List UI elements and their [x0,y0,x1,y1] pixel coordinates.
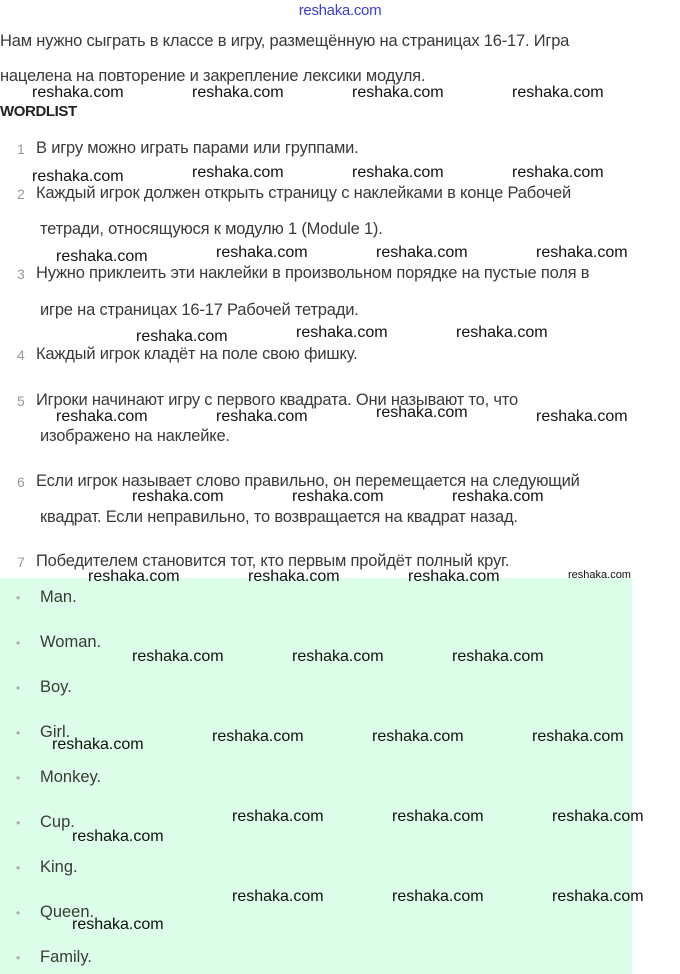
step-text: Если игрок называет слово правильно, он перемещается на следующий [36,472,580,490]
watermark[interactable]: reshaka.com [552,888,644,905]
step-number: 7 [17,554,25,570]
watermark[interactable]: reshaka.com [568,569,631,581]
watermark[interactable]: reshaka.com [536,244,628,261]
bullet-icon: • [16,636,21,650]
watermark[interactable]: reshaka.com [296,324,388,341]
step-number: 2 [17,186,25,202]
watermark[interactable]: reshaka.com [52,736,144,753]
word-item: Monkey. [40,768,102,786]
watermark[interactable]: reshaka.com [452,648,544,665]
watermark[interactable]: reshaka.com [216,244,308,261]
watermark[interactable]: reshaka.com [232,808,324,825]
step-text: В игру можно играть парами или группами. [36,139,359,157]
bullet-icon: • [16,726,21,740]
watermark[interactable]: reshaka.com [248,568,340,585]
bullet-icon: • [16,771,21,785]
watermark[interactable]: reshaka.com [452,488,544,505]
watermark[interactable]: reshaka.com [512,164,604,181]
intro-line-2: нацелена на повторение и закрепление лексики модуля. [0,67,426,85]
top-watermark[interactable]: reshaka.com [298,2,382,19]
step-number: 4 [17,347,25,363]
watermark[interactable]: reshaka.com [292,648,384,665]
watermark[interactable]: reshaka.com [32,168,124,185]
watermark[interactable]: reshaka.com [212,728,304,745]
bullet-icon: • [16,951,21,965]
bullet-icon: • [16,816,21,830]
watermark[interactable]: reshaka.com [192,84,284,101]
step-text: Победителем становится тот, кто первым пройдёт полный круг. [36,552,510,570]
word-item: Family. [40,948,92,966]
watermark[interactable]: reshaka.com [72,916,164,933]
watermark[interactable]: reshaka.com [56,408,148,425]
watermark[interactable]: reshaka.com [32,84,124,101]
watermark[interactable]: reshaka.com [376,404,468,421]
word-item: Boy. [40,678,72,696]
watermark[interactable]: reshaka.com [372,728,464,745]
watermark[interactable]: reshaka.com [376,244,468,261]
step-text: изображено на наклейке. [40,427,230,445]
wordlist-heading: WORDLIST [0,103,77,120]
step-text: игре на страницах 16-17 Рабочей тетради. [40,301,359,319]
watermark[interactable]: reshaka.com [392,888,484,905]
watermark[interactable]: reshaka.com [136,328,228,345]
step-text: Каждый игрок должен открыть страницу с наклейками в конце Рабочей [36,184,572,202]
word-item: Cup. [40,813,75,831]
intro-line-1: Нам нужно сыграть в классе в игру, размещённую на страницах 16-17. Игра [0,32,570,50]
watermark[interactable]: reshaka.com [552,808,644,825]
watermark[interactable]: reshaka.com [192,164,284,181]
word-item: King. [40,858,78,876]
step-number: 3 [17,266,25,282]
step-text: тетради, относящуюся к модулю 1 (Module 1). [40,220,383,238]
step-text: квадрат. Если неправильно, то возвращается на квадрат назад. [40,508,518,526]
watermark[interactable]: reshaka.com [132,488,224,505]
step-number: 6 [17,474,25,490]
watermark[interactable]: reshaka.com [72,828,164,845]
watermark[interactable]: reshaka.com [88,568,180,585]
bullet-icon: • [16,681,21,695]
watermark[interactable]: reshaka.com [232,888,324,905]
word-item: Man. [40,588,77,606]
watermark[interactable]: reshaka.com [352,164,444,181]
word-item: Queen. [40,903,95,921]
watermark[interactable]: reshaka.com [456,324,548,341]
word-item: Girl. [40,723,71,741]
step-number: 5 [17,393,25,409]
bullet-icon: • [16,906,21,920]
watermark[interactable]: reshaka.com [132,648,224,665]
bullet-icon: • [16,591,21,605]
watermark[interactable]: reshaka.com [532,728,624,745]
bullet-icon: • [16,861,21,875]
watermark[interactable]: reshaka.com [56,248,148,265]
watermark[interactable]: reshaka.com [292,488,384,505]
watermark[interactable]: reshaka.com [512,84,604,101]
step-text: Игроки начинают игру с первого квадрата. Они называют то, что [36,391,518,409]
watermark[interactable]: reshaka.com [392,808,484,825]
word-item: Woman. [40,633,102,651]
step-text: Нужно приклеить эти наклейки в произвольном порядке на пустые поля в [36,264,590,282]
watermark[interactable]: reshaka.com [408,568,500,585]
watermark[interactable]: reshaka.com [536,408,628,425]
watermark[interactable]: reshaka.com [352,84,444,101]
step-number: 1 [17,141,25,157]
watermark[interactable]: reshaka.com [216,408,308,425]
step-text: Каждый игрок кладёт на поле свою фишку. [36,345,358,363]
